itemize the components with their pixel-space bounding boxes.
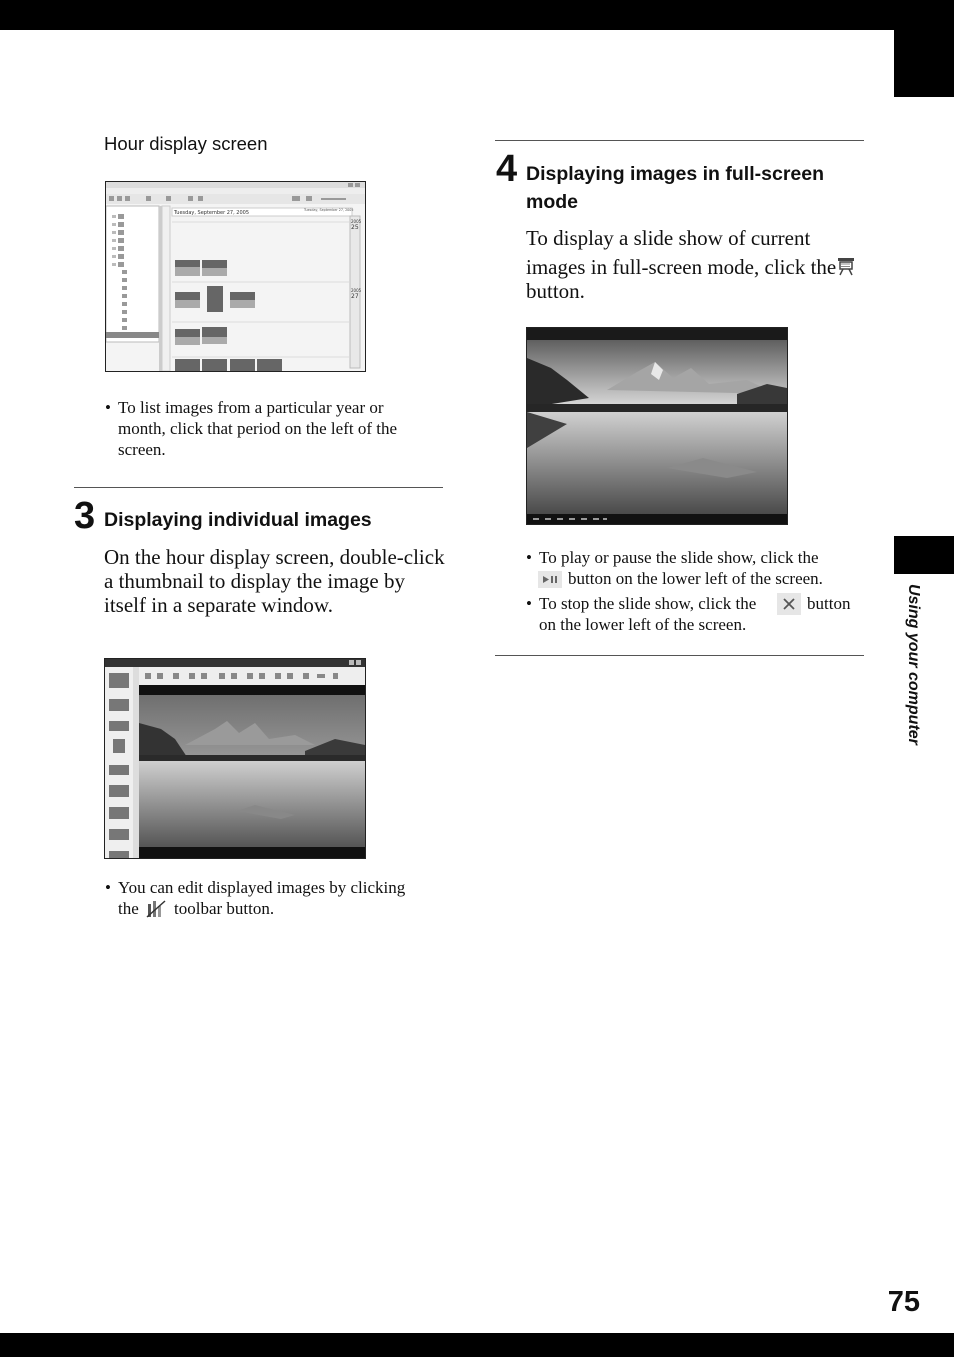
fullscreen-slideshow-drawing: [527, 328, 787, 524]
day-27: 27: [351, 293, 359, 300]
hour-display-drawing: [106, 182, 365, 371]
divider-step3: [74, 487, 443, 488]
svg-text:2005: 2005: [351, 288, 362, 293]
edit-tools-icon: [145, 898, 167, 924]
day-25: 25: [351, 224, 359, 231]
bottom-bar: [0, 1333, 954, 1357]
divider-step4: [495, 140, 864, 141]
individual-image-drawing: [105, 659, 365, 858]
step-4-body-line3: button.: [526, 279, 585, 303]
hour-date-header: Tuesday, September 27, 2005: [174, 210, 250, 216]
hour-right-date: Tuesday, September 27, 2005: [304, 208, 354, 212]
step-3-body: On the hour display screen, double-click a thumbnail to display the image by itself in a separate window.: [104, 545, 445, 617]
divider-end: [495, 655, 864, 656]
note-stop: • To stop the slide show, click the button on the lower left of the screen.: [526, 594, 851, 634]
chapter-tab-top: [894, 30, 954, 97]
step-4-body-line2: images in full-screen mode, click the: [526, 255, 837, 279]
fullscreen-slideshow-screenshot: [526, 327, 788, 525]
top-bar: [0, 0, 954, 30]
chapter-tab: [894, 536, 954, 574]
step-3-title: Displaying individual images: [104, 509, 372, 531]
step-4-body-line1: To display a slide show of current: [526, 226, 811, 250]
svg-text:2005: 2005: [351, 219, 362, 224]
page-number: 75: [887, 1286, 920, 1318]
hour-display-caption: Hour display screen: [104, 133, 268, 154]
step-4-title-line2: mode: [526, 191, 579, 213]
slideshow-icon: [836, 256, 856, 281]
side-tab-label: Using your computer: [905, 584, 922, 745]
step-4-number: 4: [496, 148, 518, 190]
note-edit-images: • You can edit displayed images by clicking the toolbar button.: [105, 877, 435, 923]
note-play-pause: • To play or pause the slide show, click the button on the lower left of the screen.: [526, 547, 866, 591]
play-pause-icon: [538, 571, 562, 593]
close-icon: [777, 593, 801, 620]
individual-image-screenshot: [104, 658, 366, 859]
step-3-number: 3: [74, 495, 96, 537]
hour-display-screenshot: [105, 181, 366, 372]
step-4-title-line1: Displaying images in full-screen: [526, 163, 825, 185]
